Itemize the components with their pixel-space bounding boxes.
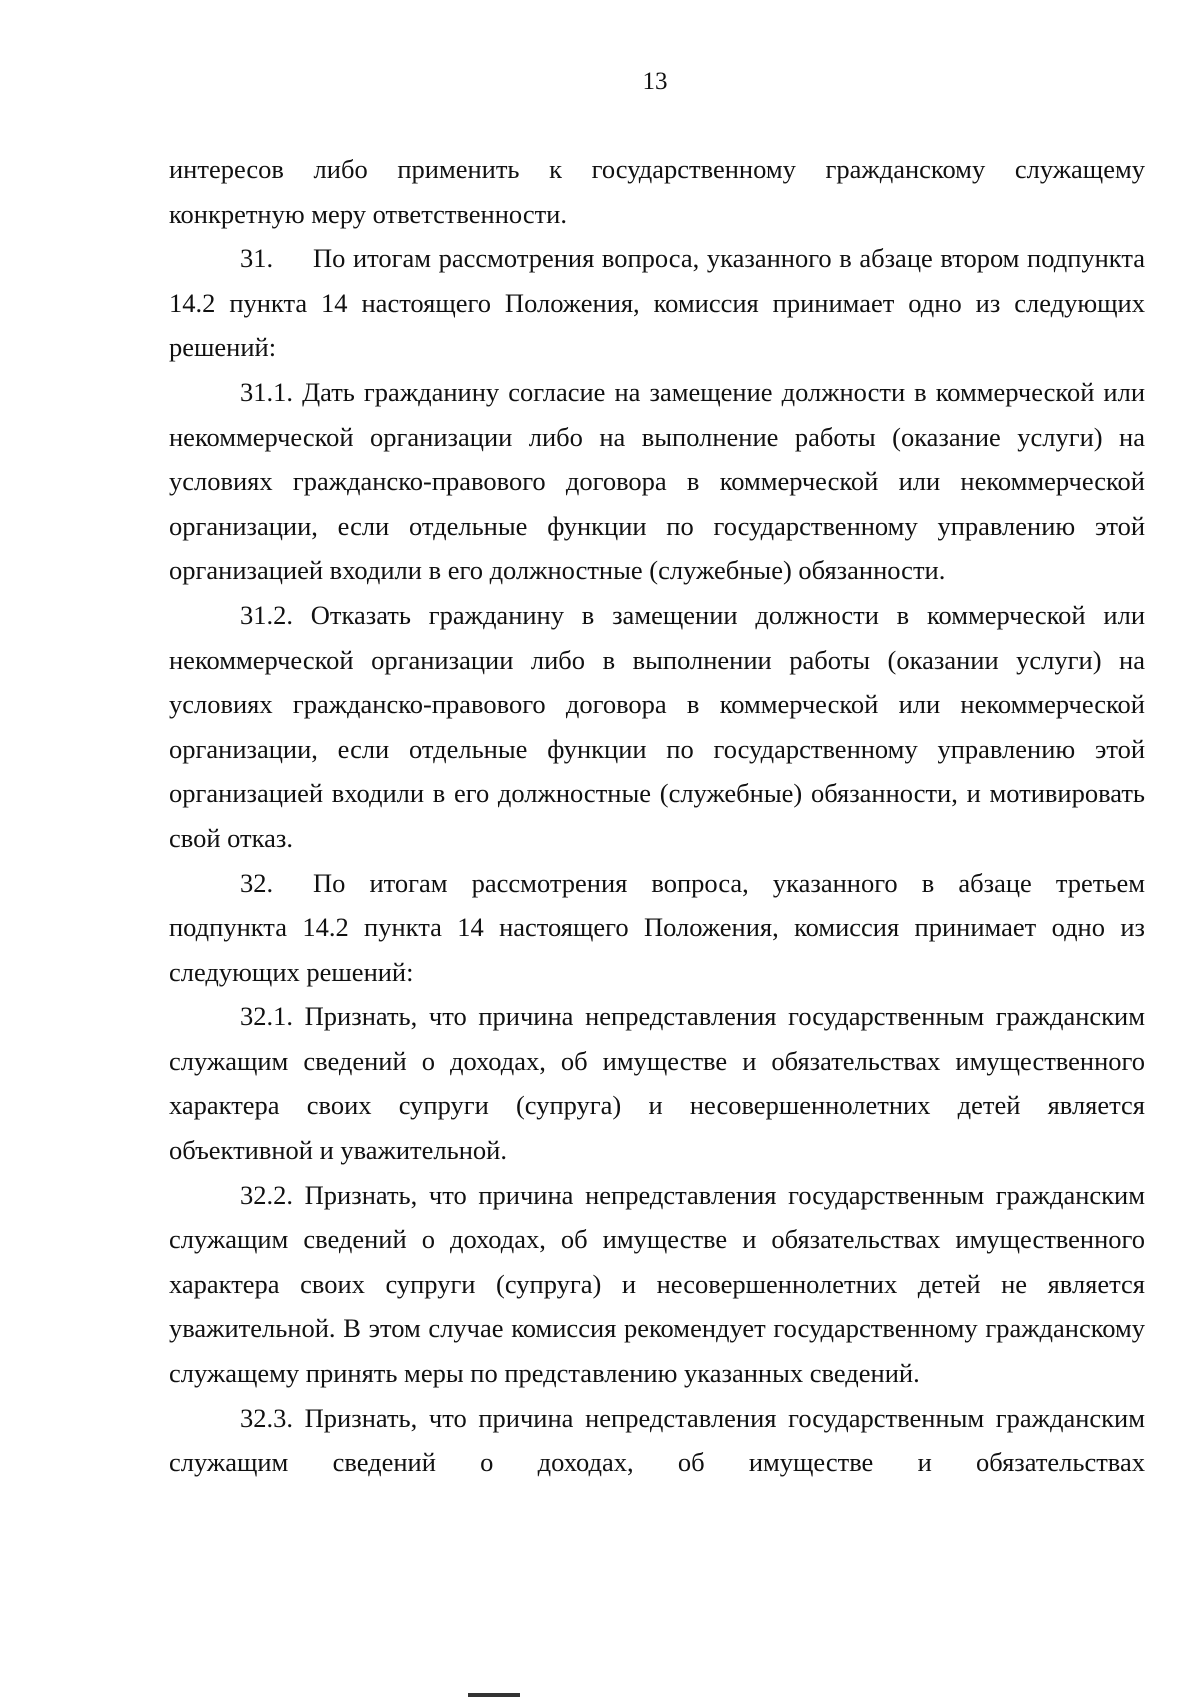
- paragraph-text: По итогам рассмотрения вопроса, указанного в абзаце втором подпункта 14.2 пункта 14 настоящего Положения, комиссия принимает одно из следующих решений:: [169, 243, 1145, 363]
- paragraph-number: 31.2.: [240, 599, 293, 630]
- paragraph-number: 31.: [240, 243, 274, 274]
- paragraph-32-3: [169, 1396, 1145, 1485]
- page-number: 13: [642, 68, 668, 95]
- paragraph-number: 32.3.: [240, 1402, 293, 1433]
- paragraph-text: Признать, что причина непредставления государственным гражданским служащим сведений о доходах, об имуществе и обязательствах: [169, 1402, 1145, 1478]
- paragraph-text: По итогам рассмотрения вопроса, указанного в абзаце третьем подпункта 14.2 пункта 14 настоящего Положения, комиссия принимает одно из следующих решений:: [169, 867, 1145, 987]
- paragraph-32-1: [169, 994, 1145, 1172]
- page-bottom-mark: [468, 1693, 520, 1697]
- paragraph-32: [169, 861, 1145, 995]
- paragraph-number: 32.2.: [240, 1179, 293, 1210]
- paragraph-31: [169, 236, 1145, 370]
- paragraph-number: 32.1.: [240, 1001, 293, 1032]
- paragraph-continuation: [169, 147, 1145, 236]
- paragraph-31-2: [169, 593, 1145, 861]
- paragraph-text: интересов либо применить к государственному гражданскому служащему конкретную меру ответственности.: [169, 154, 1145, 229]
- paragraph-text: Признать, что причина непредставления государственным гражданским служащим сведений о доходах, об имуществе и обязательствах имущественного характера своих супруги (супруга) и несовершеннолетних детей является объективной и уважительной.: [169, 1001, 1145, 1166]
- paragraph-number: 32.: [240, 867, 274, 898]
- paragraph-text: Дать гражданину согласие на замещение должности в коммерческой или некоммерческой организации либо на выполнение работы (оказание услуги) на условиях гражданско-правового договора в коммерческой или некоммерческой организации, если отдельные функции по государственному управлению этой организацией входили в его должностные (служебные) обязанности.: [169, 376, 1146, 586]
- paragraph-31-1: [169, 370, 1145, 593]
- document-text: [169, 147, 1145, 1485]
- paragraph-text: Отказать гражданину в замещении должности в коммерческой или некоммерческой организации либо в выполнении работы (оказании услуги) на условиях гражданско-правового договора в коммерческой или некоммерческой организации, если отдельные функции по государственному управлению этой организацией входили в его должностные (служебные) обязанности, и мотивировать свой отказ.: [169, 599, 1145, 853]
- paragraph-text: Признать, что причина непредставления государственным гражданским служащим сведений о доходах, об имуществе и обязательствах имущественного характера своих супруги (супруга) и несовершеннолетних детей не является уважительной. В этом случае комиссия рекомендует государственному гражданскому служащему принять меры по представлению указанных сведений.: [169, 1179, 1145, 1389]
- paragraph-number: 31.1.: [240, 376, 293, 407]
- paragraph-32-2: [169, 1173, 1145, 1396]
